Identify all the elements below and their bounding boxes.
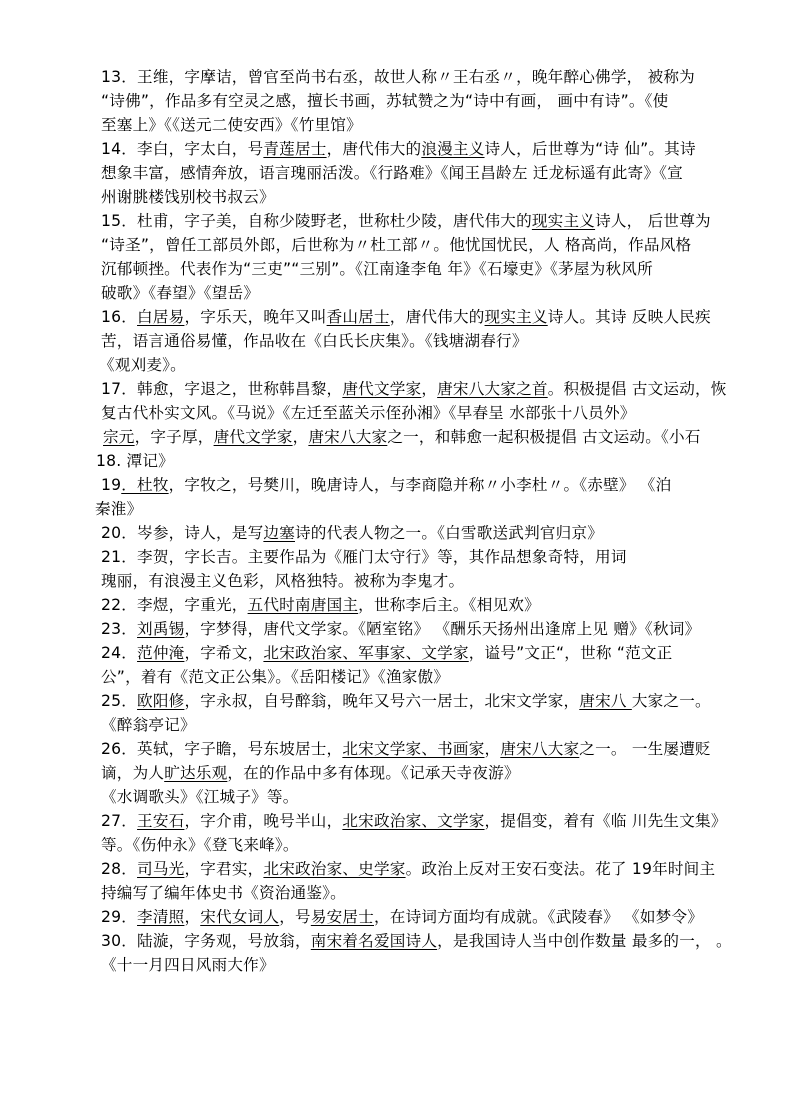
text-line — [95, 498, 142, 520]
text-segment: 。政治上反对王安石变法。花了 19年时间主 — [405, 860, 716, 878]
text-line — [101, 666, 449, 688]
text-segment: 苦，语言通俗易懂，作品收在《白氏长庆集》。《钱塘湖春行》 — [101, 332, 528, 350]
text-segment: ，号 — [279, 908, 311, 926]
text-line — [101, 282, 259, 304]
underlined-term: 现实主义 — [531, 212, 596, 230]
text-segment: ，字子厚， — [134, 428, 214, 446]
text-line — [101, 882, 346, 904]
text-segment: ，世称李后主。《相见欢》 — [358, 596, 540, 614]
underlined-term: 五代时南唐国主 — [247, 596, 359, 614]
text-segment: 沉郁顿挫。代表作为“三吏”“三别”。《江南逢李龟 年》《石壕吏》《茅屋为秋风所 — [101, 260, 653, 278]
text-segment: ， — [184, 908, 201, 926]
underlined-term: 北宋政治家、军事家、文学家 — [263, 644, 469, 662]
text-line — [96, 450, 174, 472]
text-segment: 复古代朴实文风。《马说》《左迁至蓝关示侄孙湘》《早春呈 水部张十八员外》 — [101, 404, 636, 422]
text-segment: ，在的作品中多有体现。《记承天寺夜游》 — [227, 764, 520, 782]
underlined-term: 北宋政治家、文学家 — [342, 812, 485, 830]
underlined-term: 唐宋八大家之首 — [437, 380, 548, 398]
text-segment: 秦淮》 — [95, 500, 143, 518]
text-segment: ，字永叔，自号醉翁，晚年又号六一居士，北宋文学家， — [184, 692, 580, 710]
text-line — [101, 138, 696, 160]
underlined-term: 刘禹锡 — [137, 620, 185, 638]
underlined-term: 白居易 — [137, 308, 185, 326]
text-segment: 之一。 一生屡遭贬 — [579, 740, 711, 758]
text-line — [101, 714, 196, 736]
underlined-term: 现实主义 — [484, 308, 548, 326]
text-line — [101, 210, 711, 232]
underlined-term: 司马光 — [137, 860, 185, 878]
text-line — [101, 114, 362, 136]
text-line — [101, 474, 671, 496]
underlined-term: 唐宋八大家 — [308, 428, 388, 446]
text-line — [101, 186, 275, 208]
underlined-term: 欧阳修 — [137, 692, 185, 710]
text-line — [101, 90, 668, 112]
text-segment: 29． — [101, 908, 138, 926]
text-segment: ，谥号”文正“，世称 “范文正 — [468, 644, 673, 662]
text-segment: 26．英轼，字子瞻，号东坡居士， — [101, 740, 343, 758]
text-segment: 16． — [101, 308, 138, 326]
text-segment: ，唐代伟大的 — [389, 308, 485, 326]
text-segment: 想象丰富，感情奔放，语言瑰丽活泼。《行路难》《闻王昌龄左 迁龙标遥有此寄》《宣 — [101, 164, 683, 182]
text-segment: ，提倡变，着有《临 川先生文集》 — [484, 812, 727, 830]
text-segment: 21．李贺，字长吉。主要作品为《雁门太守行》等，其作品想象奇特，用词 — [101, 548, 627, 566]
text-segment: 14．李白，字太白，号 — [101, 140, 264, 158]
text-line — [101, 858, 715, 880]
underlined-term: 范仲淹 — [137, 644, 185, 662]
text-segment: 18. 潭记》 — [96, 452, 174, 470]
text-segment: 谪，为人 — [101, 764, 165, 782]
text-line — [101, 330, 528, 352]
text-segment: 大家之一。 — [631, 692, 711, 710]
text-line — [101, 786, 299, 808]
text-line — [101, 930, 732, 952]
text-segment: ，唐代伟大的 — [326, 140, 422, 158]
text-line — [101, 66, 695, 88]
text-segment: ，字梦得，唐代文学家。《陋室铭》 《酬乐天扬州出逢席上见 赠》《秋词》 — [184, 620, 701, 638]
text-segment: ， — [421, 380, 438, 398]
underlined-term: 宋代女词人 — [200, 908, 280, 926]
text-segment: 《十一月四日风雨大作》 — [101, 956, 275, 974]
text-segment: 持编写了编年体史书《资治通鉴》。 — [101, 884, 346, 902]
text-segment: 《水调歌头》《江城子》等。 — [101, 788, 299, 806]
text-segment: 13．王维，字摩诘，曾官至尚书右丞，故世人称〃王右丞〃，晚年醉心佛学， 被称为 — [101, 68, 695, 86]
underlined-term: 青莲居士 — [263, 140, 327, 158]
text-line — [101, 690, 711, 712]
text-segment: ，字牧之，号樊川，晚唐诗人，与李商隐并称〃小李杜〃。《赤壁》 《泊 — [168, 476, 672, 494]
text-line — [101, 546, 627, 568]
text-segment: 19 — [101, 476, 122, 494]
text-line — [101, 378, 727, 400]
underlined-term: 北宋文学家、书画家 — [342, 740, 485, 758]
text-segment: 《观刈麦》。 — [99, 356, 186, 374]
text-line — [103, 426, 701, 448]
underlined-term: 浪漫主义 — [421, 140, 485, 158]
text-line — [101, 834, 299, 856]
text-segment: 诗人， 后世尊为 — [595, 212, 711, 230]
text-line — [101, 570, 464, 592]
underlined-term: 唐代文学家 — [342, 380, 422, 398]
text-segment: 诗的代表人物之一。《白雪歌送武判官归京》 — [294, 524, 604, 542]
text-segment: ，字乐天，晚年又叫 — [184, 308, 327, 326]
underlined-term: 南宋着名爱国诗人 — [310, 932, 438, 950]
underlined-term: 唐代文学家 — [213, 428, 293, 446]
text-segment: ，字希文， — [184, 644, 264, 662]
text-line — [101, 618, 700, 640]
text-line — [101, 258, 653, 280]
text-segment: 等。《伤仲永》《登飞来峰》。 — [101, 836, 299, 854]
text-segment: 25． — [101, 692, 138, 710]
text-line — [101, 810, 727, 832]
underlined-term: 宗元 — [103, 428, 135, 446]
underlined-term: ．杜牧 — [121, 476, 169, 494]
text-segment: “诗佛”，作品多有空灵之感，擅长书画，苏轼赞之为“诗中有画， 画中有诗”。《使 — [101, 92, 669, 110]
text-segment: “诗圣”，曾任工部员外郎，后世称为〃杜工部〃。他忧国忧民，人 格高尚，作品风格 — [101, 236, 692, 254]
text-segment: ，在诗词方面均有成就。《武陵春》 《如梦令》 — [374, 908, 704, 926]
underlined-term: 旷达乐观 — [164, 764, 228, 782]
underlined-term: 王安石 — [137, 812, 185, 830]
text-segment: 22．李煜，字重光， — [101, 596, 248, 614]
text-segment: 州谢朓楼饯别校书叔云》 — [101, 188, 275, 206]
text-segment: 28． — [101, 860, 138, 878]
text-segment: ， — [484, 740, 501, 758]
text-line — [101, 522, 603, 544]
text-line — [101, 906, 703, 928]
text-segment: 30．陆漩，字务观，号放翁， — [101, 932, 311, 950]
text-segment: 诗人。其诗 反映人民疾 — [547, 308, 711, 326]
text-line — [101, 594, 540, 616]
text-segment: 破歌》《春望》《望岳》 — [101, 284, 260, 302]
text-line — [101, 306, 711, 328]
text-segment: 至塞上》《《送元二使安西》《竹里馆》 — [101, 116, 362, 134]
text-segment: 17．韩愈，字退之，世称韩昌黎， — [101, 380, 343, 398]
text-segment: 27． — [101, 812, 138, 830]
text-line — [101, 162, 683, 184]
underlined-term: 唐宋八 — [579, 692, 632, 710]
text-line — [101, 402, 636, 424]
text-line — [101, 642, 672, 664]
text-segment: 20．岑参，诗人，是写 — [101, 524, 264, 542]
underlined-term: 李清照 — [137, 908, 185, 926]
underlined-term: 香山居士 — [326, 308, 390, 326]
text-segment: 24． — [101, 644, 138, 662]
text-line — [101, 954, 275, 976]
text-segment: 诗人，后世尊为“诗 仙”。其诗 — [484, 140, 696, 158]
text-segment: 瑰丽，有浪漫主义色彩，风格独特。被称为李鬼才。 — [101, 572, 465, 590]
text-segment: 15．杜甫，字子美，自称少陵野老，世称杜少陵，唐代伟大的 — [101, 212, 532, 230]
underlined-term: 北宋政治家、史学家 — [263, 860, 406, 878]
underlined-term: 唐宋八大家 — [500, 740, 580, 758]
text-line — [99, 354, 186, 376]
underlined-term: 边塞 — [263, 524, 295, 542]
underlined-term: 易安居士 — [310, 908, 374, 926]
text-line — [101, 234, 691, 256]
text-line — [101, 738, 711, 760]
text-segment: 23． — [101, 620, 138, 638]
text-segment: ，是我国诗人当中创作数量 最多的一， 。 — [437, 932, 732, 950]
text-segment: 。积极提倡 古文运动，恢 — [547, 380, 727, 398]
text-segment: 《醉翁亭记》 — [101, 716, 196, 734]
text-segment: ，字君实， — [184, 860, 264, 878]
text-line — [101, 762, 520, 784]
text-segment: 之一，和韩愈一起积极提倡 古文运动。《小石 — [387, 428, 701, 446]
text-segment: ， — [292, 428, 309, 446]
text-segment: ，字介甫，晚号半山， — [184, 812, 343, 830]
text-segment: 公”，着有《范文正公集》。《岳阳楼记》《渔家傲》 — [101, 668, 450, 686]
